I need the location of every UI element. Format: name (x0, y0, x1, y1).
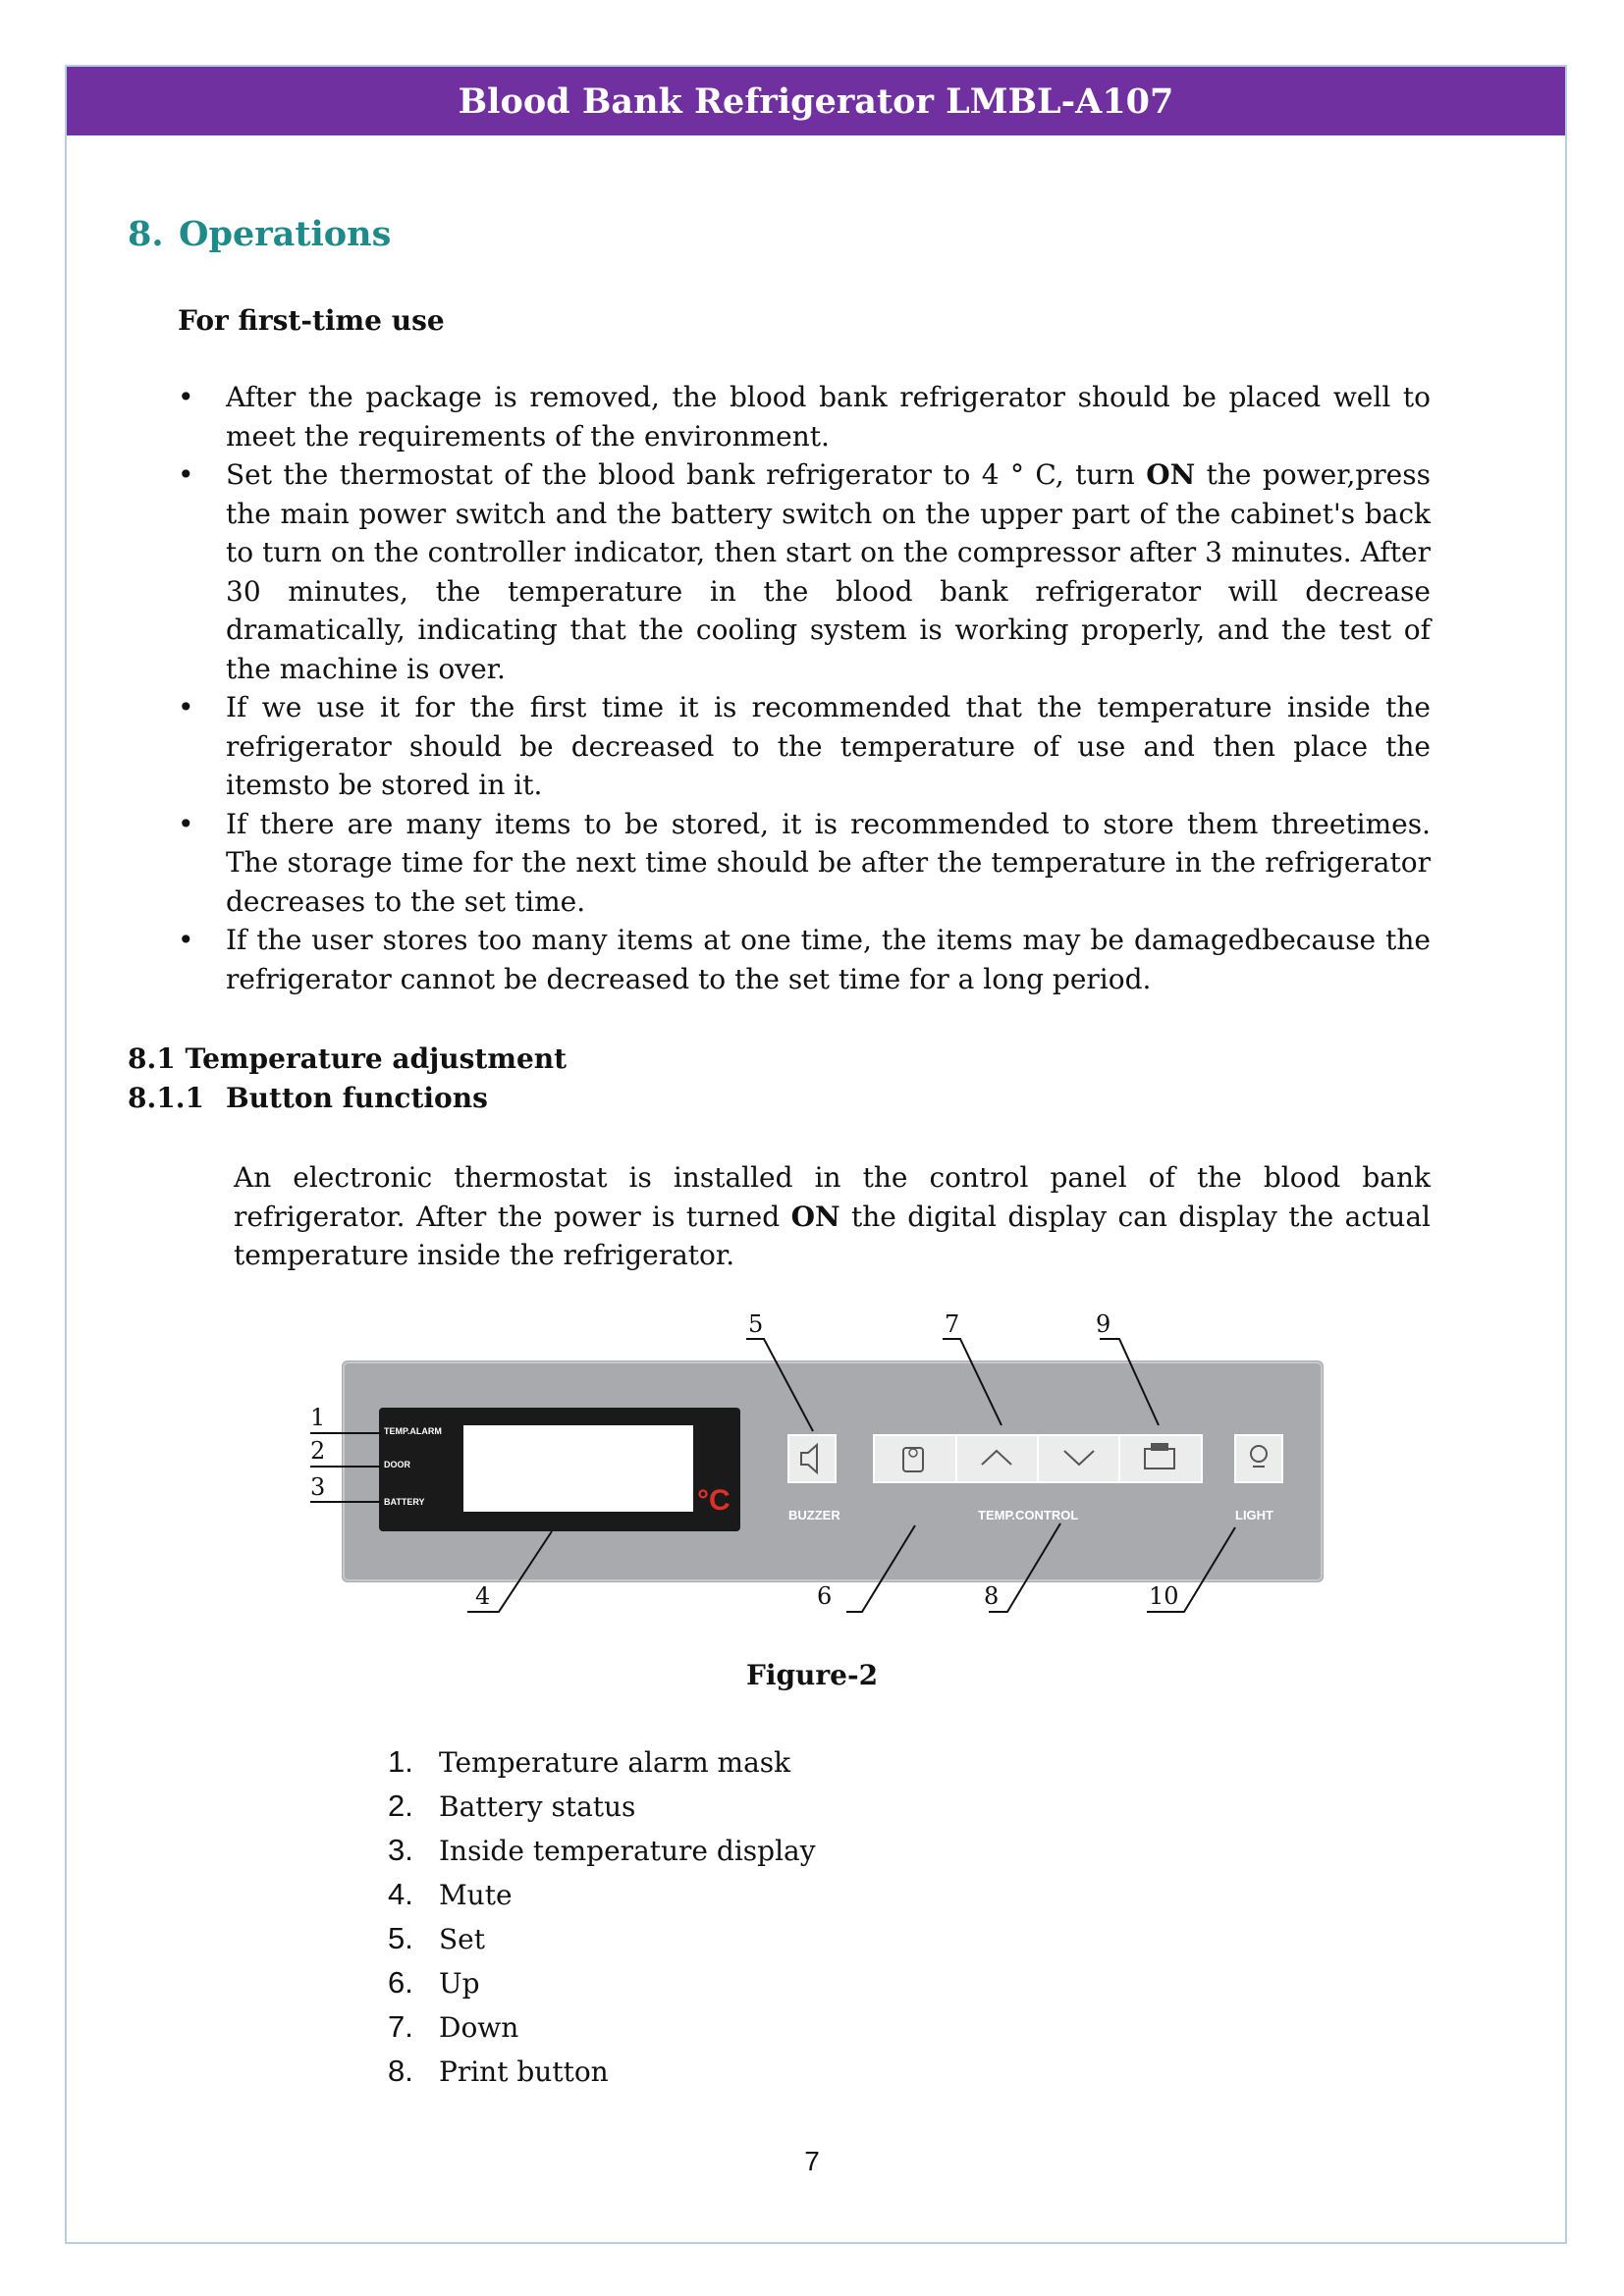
callout-9: 9 (1096, 1310, 1111, 1338)
temp-control-label: TEMP.CONTROL (978, 1508, 1079, 1522)
item-label: Mute (439, 1879, 513, 1911)
temperature-display-icon (463, 1425, 693, 1512)
indicator-label: TEMP.ALARM (384, 1426, 442, 1436)
first-use-heading: For first-time use (178, 304, 445, 337)
section-title (128, 214, 391, 254)
item-label: Print button (439, 2056, 609, 2088)
light-label: LIGHT (1235, 1508, 1273, 1522)
para-text: An electronic thermostat is installed in the control panel of the blood bank refrigerator. After the power is turned (234, 1161, 1431, 1233)
list-item (388, 1872, 816, 1916)
item-number: 6. (388, 1965, 413, 2000)
item-number: 5. (388, 1921, 413, 1955)
list-item (388, 1828, 816, 1872)
bullet-text: the power,press the main power switch and the battery switch on the upper part of the cabinet's back to turn on the controller indicator, then start on the compressor after 3 minutes. After 30 minutes, the temperature in the blood bank refrigerator will decrease dramatically, indicating that the cooling system is working properly, and the test of the machine is over. (226, 458, 1431, 685)
figure-caption: Figure-2 (745, 1659, 879, 1691)
item-label: Set (439, 1923, 486, 1955)
item-number: 8. (388, 2054, 413, 2088)
para-text: the digital display can display the actual temperature inside the refrigerator. (234, 1200, 1431, 1271)
subsection-title: Button functions (226, 1082, 488, 1114)
thermostat-paragraph (234, 1158, 1431, 1275)
item-label: Up (439, 1967, 480, 2000)
para-bold: ON (790, 1200, 840, 1233)
list-item (388, 1960, 816, 2004)
section-name: Operations (179, 214, 392, 254)
indicator-label: BATTERY (384, 1497, 425, 1507)
bullet-text: Set the thermostat of the blood bank refrigerator to 4 ° C, turn (226, 458, 1147, 491)
buzzer-button-icon (788, 1435, 836, 1482)
callout-5: 5 (748, 1310, 764, 1338)
callout-7: 7 (945, 1310, 960, 1338)
list-item (388, 1916, 816, 1960)
bullet-bold: ON (1146, 458, 1196, 491)
item-label: Battery status (439, 1790, 636, 1823)
function-list (388, 1739, 816, 2093)
item-number: 7. (388, 2009, 413, 2044)
list-item (388, 2049, 816, 2093)
list-item: • After the package is removed, the blood bank refrigerator should be placed well to meet the requirements of the environment. (178, 378, 1431, 455)
list-item: • If we use it for the first time it is recommended that the temperature inside the refrigerator should be decreased to the temperature of use and then place the itemsto be stored in it. (178, 688, 1431, 805)
header-title: Blood Bank Refrigerator LMBL-A107 (458, 80, 1174, 122)
item-label: Inside temperature display (439, 1835, 816, 1867)
callout-6: 6 (817, 1582, 833, 1610)
callout-1: 1 (310, 1404, 326, 1431)
section-number: 8. (128, 214, 164, 254)
button-functions-heading (128, 1082, 488, 1114)
page-header (67, 67, 1565, 135)
callout-3: 3 (310, 1473, 326, 1501)
item-number: 1. (388, 1744, 413, 1779)
list-item: • If there are many items to be stored, it is recommended to store them threetimes. The storage time for the next time should be after the temperature in the refrigerator decreases to the set time. (178, 805, 1431, 922)
subsection-number: 8.1.1 (128, 1082, 204, 1114)
list-item (388, 1739, 816, 1784)
callout-4: 4 (475, 1582, 491, 1610)
item-label: Temperature alarm mask (439, 1746, 791, 1779)
list-item (388, 2004, 816, 2049)
callout-10: 10 (1149, 1582, 1179, 1610)
callout-2: 2 (310, 1437, 326, 1465)
unit-label: °C (697, 1484, 731, 1517)
first-use-list (178, 378, 1431, 998)
light-button-icon (1235, 1435, 1282, 1482)
list-item: • If the user stores too many items at one time, the items may be damagedbecause the refrigerator cannot be decreased to the set time for a long period. (178, 921, 1431, 998)
control-panel-figure (295, 1306, 1335, 1629)
item-number: 2. (388, 1789, 413, 1823)
indicator-label: DOOR (384, 1460, 410, 1469)
callout-8: 8 (984, 1582, 1000, 1610)
list-item (388, 1784, 816, 1828)
item-number: 3. (388, 1833, 413, 1867)
item-number: 4. (388, 1877, 413, 1911)
item-label: Down (439, 2011, 519, 2044)
list-item (178, 455, 1431, 688)
temp-adjust-heading: 8.1 Temperature adjustment (128, 1042, 568, 1075)
buzzer-label: BUZZER (788, 1508, 840, 1522)
page-number: 7 (804, 2146, 820, 2176)
